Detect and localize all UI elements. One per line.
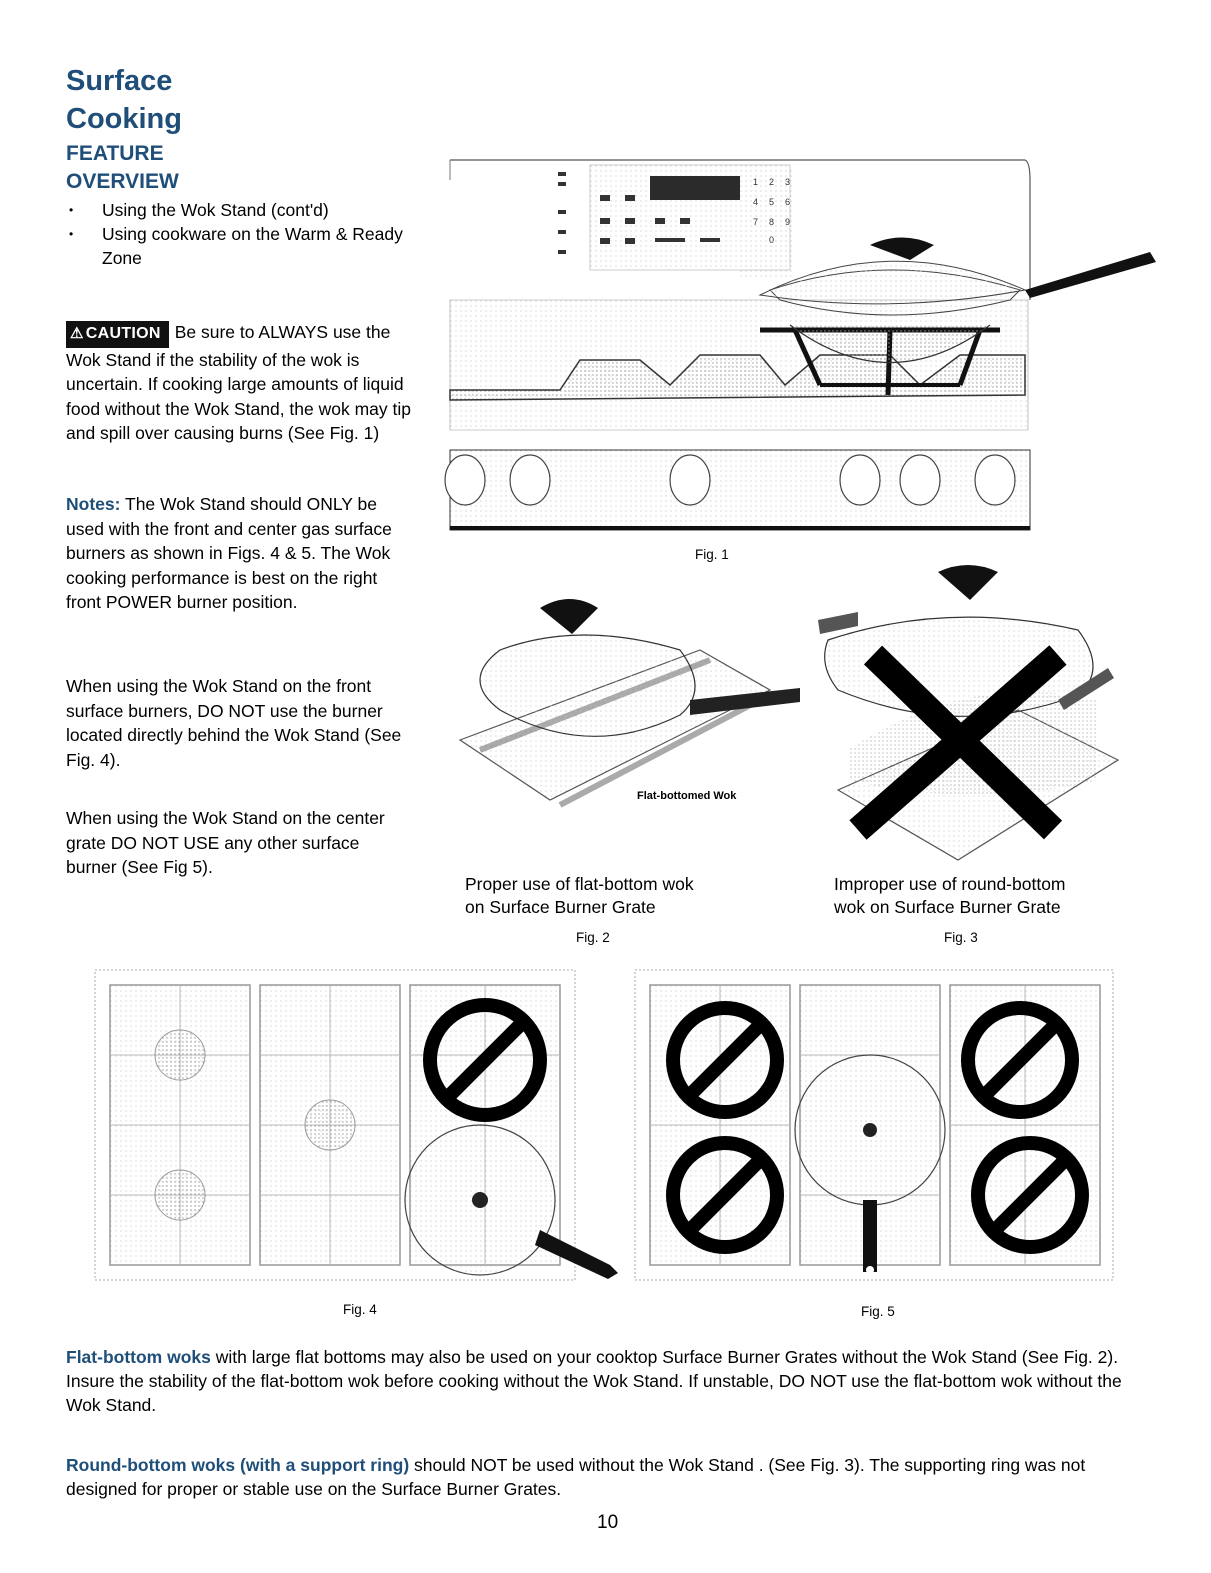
burner-knob — [975, 455, 1015, 505]
caution-text: Be sure to ALWAYS use the Wok Stand if the stability of the wok is uncertain. If cooking large amounts of liquid food without the Wok Stand, the wok may tip and spill over causing burns (See Fig. 1) — [66, 322, 412, 443]
keypad-key: 3 — [785, 177, 791, 187]
round-bottom-paragraph — [66, 1453, 1156, 1501]
warning-icon: ⚠ — [70, 325, 84, 342]
fig2-wok-label: Flat-bottomed Wok — [637, 790, 737, 802]
fig5-cooktop-top-view — [630, 965, 1120, 1290]
section-subtitle-line2: OVERVIEW — [66, 170, 179, 193]
caution-block — [66, 320, 411, 446]
caution-badge — [66, 321, 169, 348]
burner-knob — [510, 455, 550, 505]
section-subtitle-line1: FEATURE — [66, 142, 164, 165]
page-number: 10 — [597, 1512, 619, 1533]
page-title-line1: Surface — [66, 65, 173, 97]
fig3-caption-line2: wok on Surface Burner Grate — [834, 897, 1061, 917]
overview-list — [66, 198, 406, 270]
keypad-key: 2 — [769, 177, 775, 187]
notes-label: Notes: — [66, 494, 121, 514]
burner — [305, 1100, 355, 1150]
fig2-caption-line1: Proper use of flat-bottom wok — [465, 874, 694, 894]
keypad-key: 8 — [769, 217, 775, 227]
fig4-label: Fig. 4 — [343, 1302, 377, 1317]
flat-bottom-lead: Flat-bottom woks — [66, 1347, 211, 1367]
keypad-key: 9 — [785, 217, 791, 227]
front-burner-paragraph: When using the Wok Stand on the front surface burners, DO NOT use the burner located directly behind the Wok Stand (See Fig. 4). — [66, 676, 402, 770]
keypad-key: 4 — [753, 197, 759, 207]
fig3-round-bottom-wok — [818, 560, 1123, 870]
page-title-line2: Cooking — [66, 103, 182, 135]
clock-display — [650, 176, 740, 200]
burner — [155, 1030, 205, 1080]
keypad-key: 1 — [753, 177, 759, 187]
fig5-label: Fig. 5 — [861, 1304, 895, 1319]
notes-text: The Wok Stand should ONLY be used with the front and center gas surface burners as shown in Figs. 4 & 5. The Wok cooking performance is best on the right front POWER burner position. — [66, 494, 392, 612]
keypad-key: 0 — [769, 235, 775, 245]
fig1-label: Fig. 1 — [695, 547, 729, 562]
round-bottom-lead: Round-bottom woks (with a support ring) — [66, 1455, 410, 1475]
overview-item: • Using cookware on the Warm & Ready Zone — [66, 222, 406, 270]
keypad-key: 7 — [753, 217, 759, 227]
burner-knob — [900, 455, 940, 505]
burner-knob — [445, 455, 485, 505]
keypad-key: 6 — [785, 197, 791, 207]
flat-bottom-paragraph — [66, 1345, 1156, 1417]
overview-item: • Using the Wok Stand (cont'd) — [66, 198, 406, 222]
fig2-caption-line2: on Surface Burner Grate — [465, 897, 656, 917]
burner — [155, 1170, 205, 1220]
notes-block — [66, 492, 411, 615]
fig3-label: Fig. 3 — [944, 930, 978, 945]
fig1-range-illustration — [440, 150, 1160, 545]
center-grate-paragraph: When using the Wok Stand on the center grate DO NOT USE any other surface burner (See Fig 5). — [66, 808, 385, 877]
keypad-key: 5 — [769, 197, 775, 207]
burner-knob — [840, 455, 880, 505]
fig2-flat-bottom-wok — [440, 590, 810, 830]
burner-knob — [670, 455, 710, 505]
fig3-caption-line1: Improper use of round-bottom — [834, 874, 1066, 894]
round-bottom-text: should NOT be used without the Wok Stand . (See Fig. 3). The supporting ring was not designed for proper or stable use on the Surface Burner Grates. — [66, 1455, 1086, 1499]
caution-tag-label: CAUTION — [85, 325, 161, 342]
fig2-label: Fig. 2 — [576, 930, 610, 945]
flat-bottom-text: with large flat bottoms may also be used on your cooktop Surface Burner Grates without the Wok Stand (See Fig. 2). Insure the stability of the flat-bottom wok before cooking without the Wok Stand. If unstable, DO NOT use the flat-bottom wok without the Wok Stand. — [66, 1347, 1122, 1415]
fig4-cooktop-top-view — [90, 965, 630, 1290]
